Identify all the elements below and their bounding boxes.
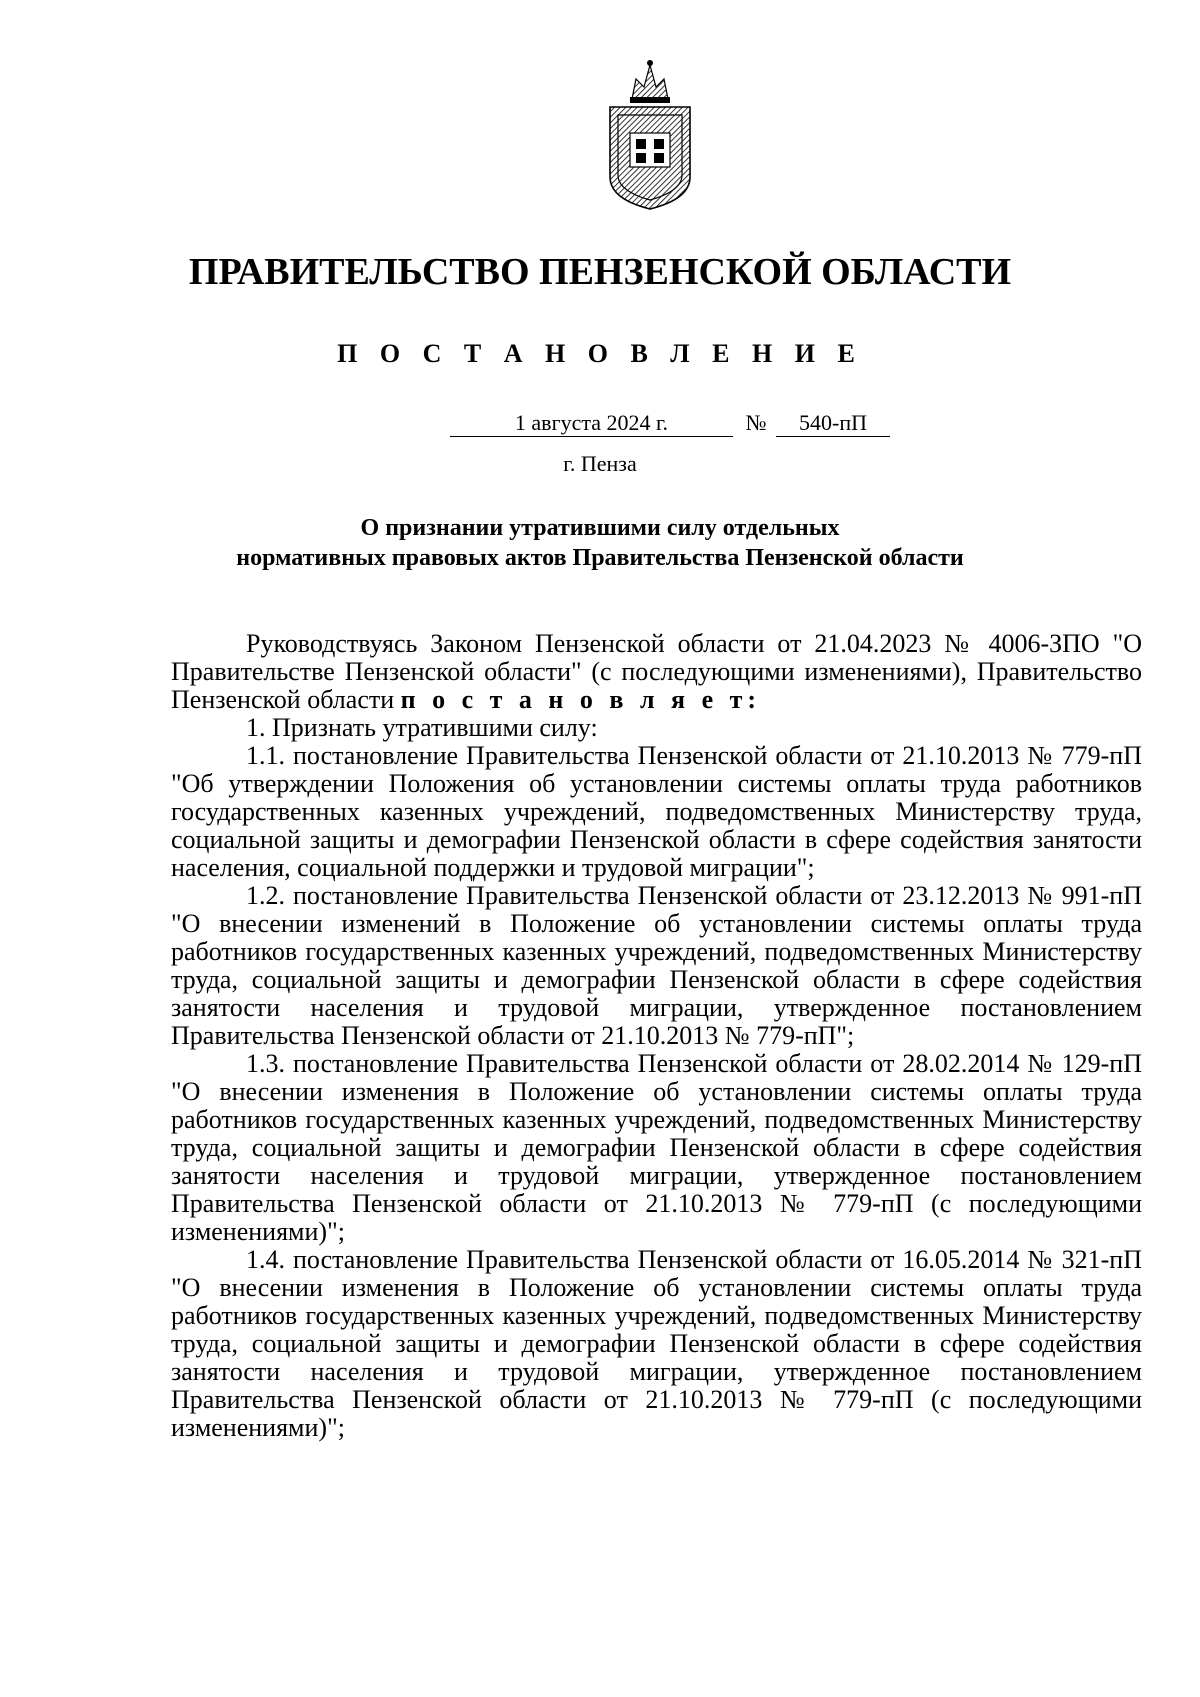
document-body bbox=[171, 630, 1142, 1442]
city-name: г. Пенза bbox=[563, 451, 637, 476]
subject-line-2: нормативных правовых актов Правительства Пензенской области bbox=[236, 545, 964, 571]
paragraph-1-4: 1.4. постановление Правительства Пензенской области от 16.05.2014 № 321-пП "О внесении изменения в Положение об установлении системы оплаты труда работников государственных казенных учреждений, подведомственных Министерству труда, социальной защиты и демографии Пензенской области в сфере содействия занятости населения и трудовой миграции, утвержденное постановлением Правительства Пензенской области от 21.10.2013 № 779-пП (с последующими изменениями)"; bbox=[171, 1245, 1142, 1442]
coat-of-arms-icon bbox=[602, 57, 698, 212]
paragraph-1-2: 1.2. постановление Правительства Пензенской области от 23.12.2013 № 991-пП "О внесении изменений в Положение об установлении системы оплаты труда работников государственных казенных учреждений, подведомственных Министерству труда, социальной защиты и демографии Пензенской области в сфере содействия занятости населения и трудовой миграции, утвержденное постановлением Правительства Пензенской области от 21.10.2013 № 779-пП"; bbox=[171, 881, 1142, 1050]
document-type: П О С Т А Н О В Л Е Н И Е bbox=[337, 339, 863, 368]
paragraph-1-3: 1.3. постановление Правительства Пензенской области от 28.02.2014 № 129-пП "О внесении изменения в Положение об установлении системы оплаты труда работников государственных казенных учреждений, подведомственных Министерству труда, социальной защиты и демографии Пензенской области в сфере содействия занятости населения и трудовой миграции, утвержденное постановлением Правительства Пензенской области от 21.10.2013 № 779-пП (с последующими изменениями)"; bbox=[171, 1049, 1142, 1246]
number-sign: № bbox=[745, 410, 767, 435]
organization-title: ПРАВИТЕЛЬСТВО ПЕНЗЕНСКОЙ ОБЛАСТИ bbox=[188, 251, 1012, 293]
document-subject bbox=[0, 513, 1200, 573]
document-number: 540-пП bbox=[776, 409, 890, 437]
subject-line-1: О признании утратившими силу отдельных bbox=[360, 515, 840, 541]
intro-resolves: п о с т а н о в л я е т: bbox=[400, 685, 762, 714]
document-date: 1 августа 2024 г. bbox=[450, 409, 733, 437]
paragraph-1: 1. Признать утратившими силу: bbox=[246, 713, 598, 742]
paragraph-intro bbox=[171, 630, 1142, 714]
date-number-line bbox=[0, 409, 1200, 439]
paragraph-1-1: 1.1. постановление Правительства Пензенской области от 21.10.2013 № 779-пП "Об утверждении Положения об установлении системы оплаты труда работников государственных казенных учреждений, подведомственных Министерству труда, социальной защиты и демографии Пензенской области в сфере содействия занятости населения, социальной поддержки и трудовой миграции"; bbox=[171, 741, 1142, 882]
intro-text: Руководствуясь Законом Пензенской области от 21.04.2023 № 4006-ЗПО "О Правительстве Пензенской области" (с последующими изменениями), Правительство Пензенской области bbox=[171, 629, 1142, 714]
